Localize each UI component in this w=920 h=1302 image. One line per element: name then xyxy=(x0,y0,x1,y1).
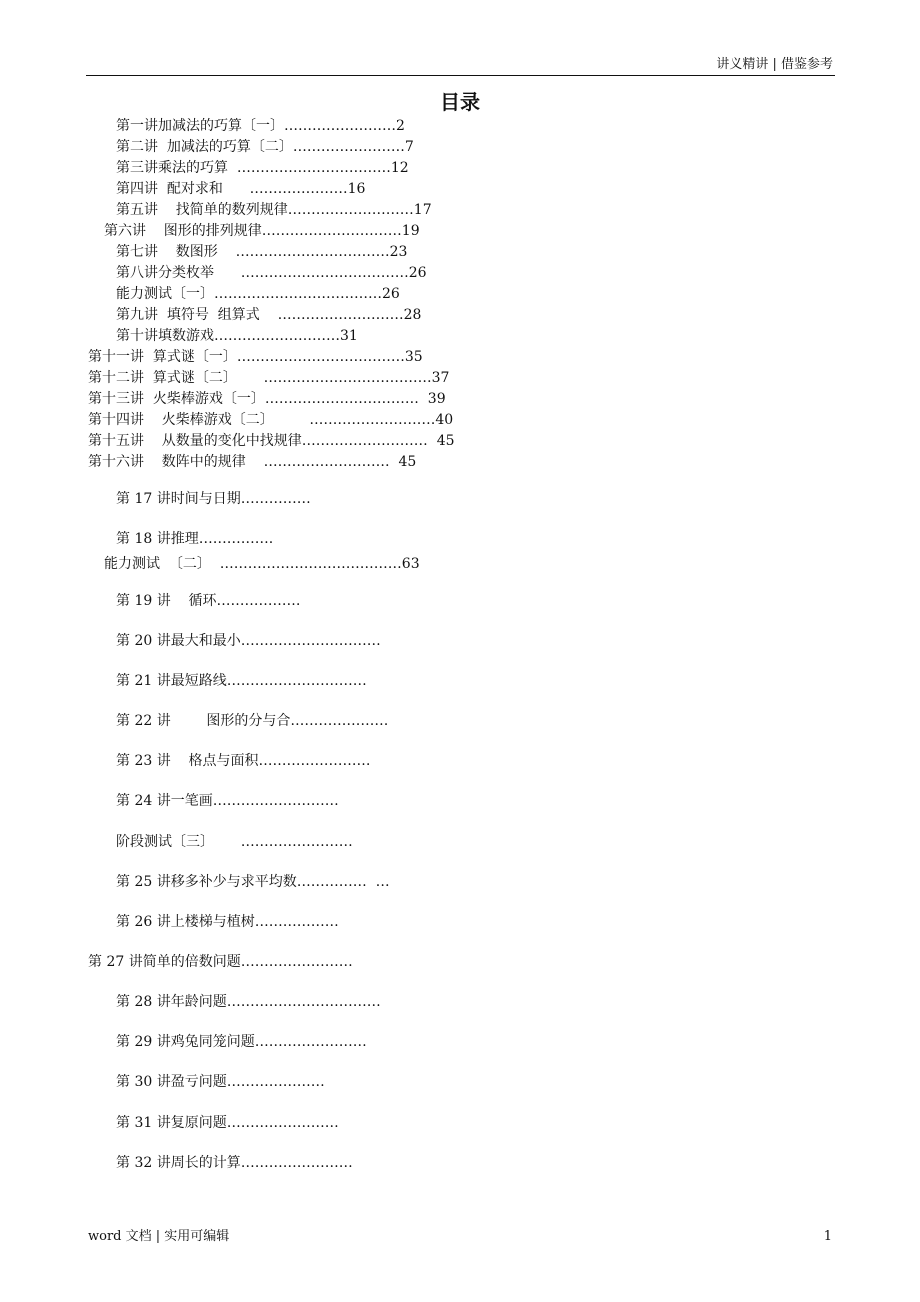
toc-entry: 第 19 讲 循环……………… xyxy=(116,593,301,609)
toc-entry: 第 27 讲简单的倍数问题…………………… xyxy=(88,954,353,970)
toc-entry: 第十五讲 从数量的变化中找规律……………………… 45 xyxy=(88,433,455,449)
toc-entry: 第 24 讲一笔画……………………… xyxy=(116,793,339,809)
toc-entry: 第九讲 填符号 组算式 ………………………28 xyxy=(116,307,422,323)
toc-entry: 第 31 讲复原问题…………………… xyxy=(116,1115,339,1131)
toc-entry: 第 30 讲盈亏问题………………… xyxy=(116,1074,325,1090)
header-text: 讲义精讲 | 借鉴参考 xyxy=(716,57,833,72)
toc-entry: 第 28 讲年龄问题…………………………… xyxy=(116,994,381,1010)
toc-entry: 第 17 讲时间与日期…………… xyxy=(116,491,311,507)
toc-entry: 第 29 讲鸡兔同笼问题…………………… xyxy=(116,1034,367,1050)
page-number: 1 xyxy=(823,1229,832,1244)
toc-entry: 第三讲乘法的巧算 ……………………………12 xyxy=(116,160,409,176)
toc-entry: 阶段测试〔三〕 …………………… xyxy=(116,834,353,850)
toc-entry: 第十六讲 数阵中的规律 ……………………… 45 xyxy=(88,454,417,470)
toc-entry: 能力测试〔一〕………………………………26 xyxy=(116,286,400,302)
toc-entry: 第 23 讲 格点与面积…………………… xyxy=(116,753,371,769)
toc-entry: 第八讲分类枚举 ………………………………26 xyxy=(116,265,427,281)
footer-text: word 文档 | 实用可编辑 xyxy=(88,1229,230,1244)
header-rule xyxy=(86,75,835,76)
page-title: 目录 xyxy=(440,90,480,114)
toc-entry: 第 18 讲推理……………. xyxy=(116,531,274,547)
toc-entry: 第十讲填数游戏………………………31 xyxy=(116,328,358,344)
toc-entry: 第十一讲 算式谜〔一〕………………………………35 xyxy=(88,349,423,365)
toc-entry: 第七讲 数图形 ……………………………23 xyxy=(116,244,408,260)
toc-entry: 第五讲 找简单的数列规律………………………17 xyxy=(116,202,432,218)
toc-entry: 第 21 讲最短路线………………………… xyxy=(116,673,367,689)
toc-entry: 第 26 讲上楼梯与植树……………… xyxy=(116,914,339,930)
toc-entry: 第 32 讲周长的计算…………………… xyxy=(116,1155,353,1171)
toc-entry: 能力测试 〔二〕 …………………………………63 xyxy=(104,556,420,572)
toc-entry: 第一讲加减法的巧算〔一〕……………………2 xyxy=(116,118,405,134)
toc-entry: 第 25 讲移多补少与求平均数…………… … xyxy=(116,874,390,890)
toc-entry: 第 20 讲最大和最小………………………… xyxy=(116,633,381,649)
toc-entry: 第十四讲 火柴棒游戏〔二〕 ………………………40 xyxy=(88,412,454,428)
toc-entry: 第十三讲 火柴棒游戏〔一〕…………………………… 39 xyxy=(88,391,446,407)
toc-entry: 第十二讲 算式谜〔二〕 ………………………………37 xyxy=(88,370,450,386)
toc-entry: 第二讲 加减法的巧算〔二〕……………………7 xyxy=(116,139,414,155)
toc-entry: 第 22 讲 图形的分与合………………… xyxy=(116,713,389,729)
toc-entry: 第四讲 配对求和 …………………16 xyxy=(116,181,366,197)
toc-entry: 第六讲 图形的排列规律…………………………19 xyxy=(104,223,420,239)
